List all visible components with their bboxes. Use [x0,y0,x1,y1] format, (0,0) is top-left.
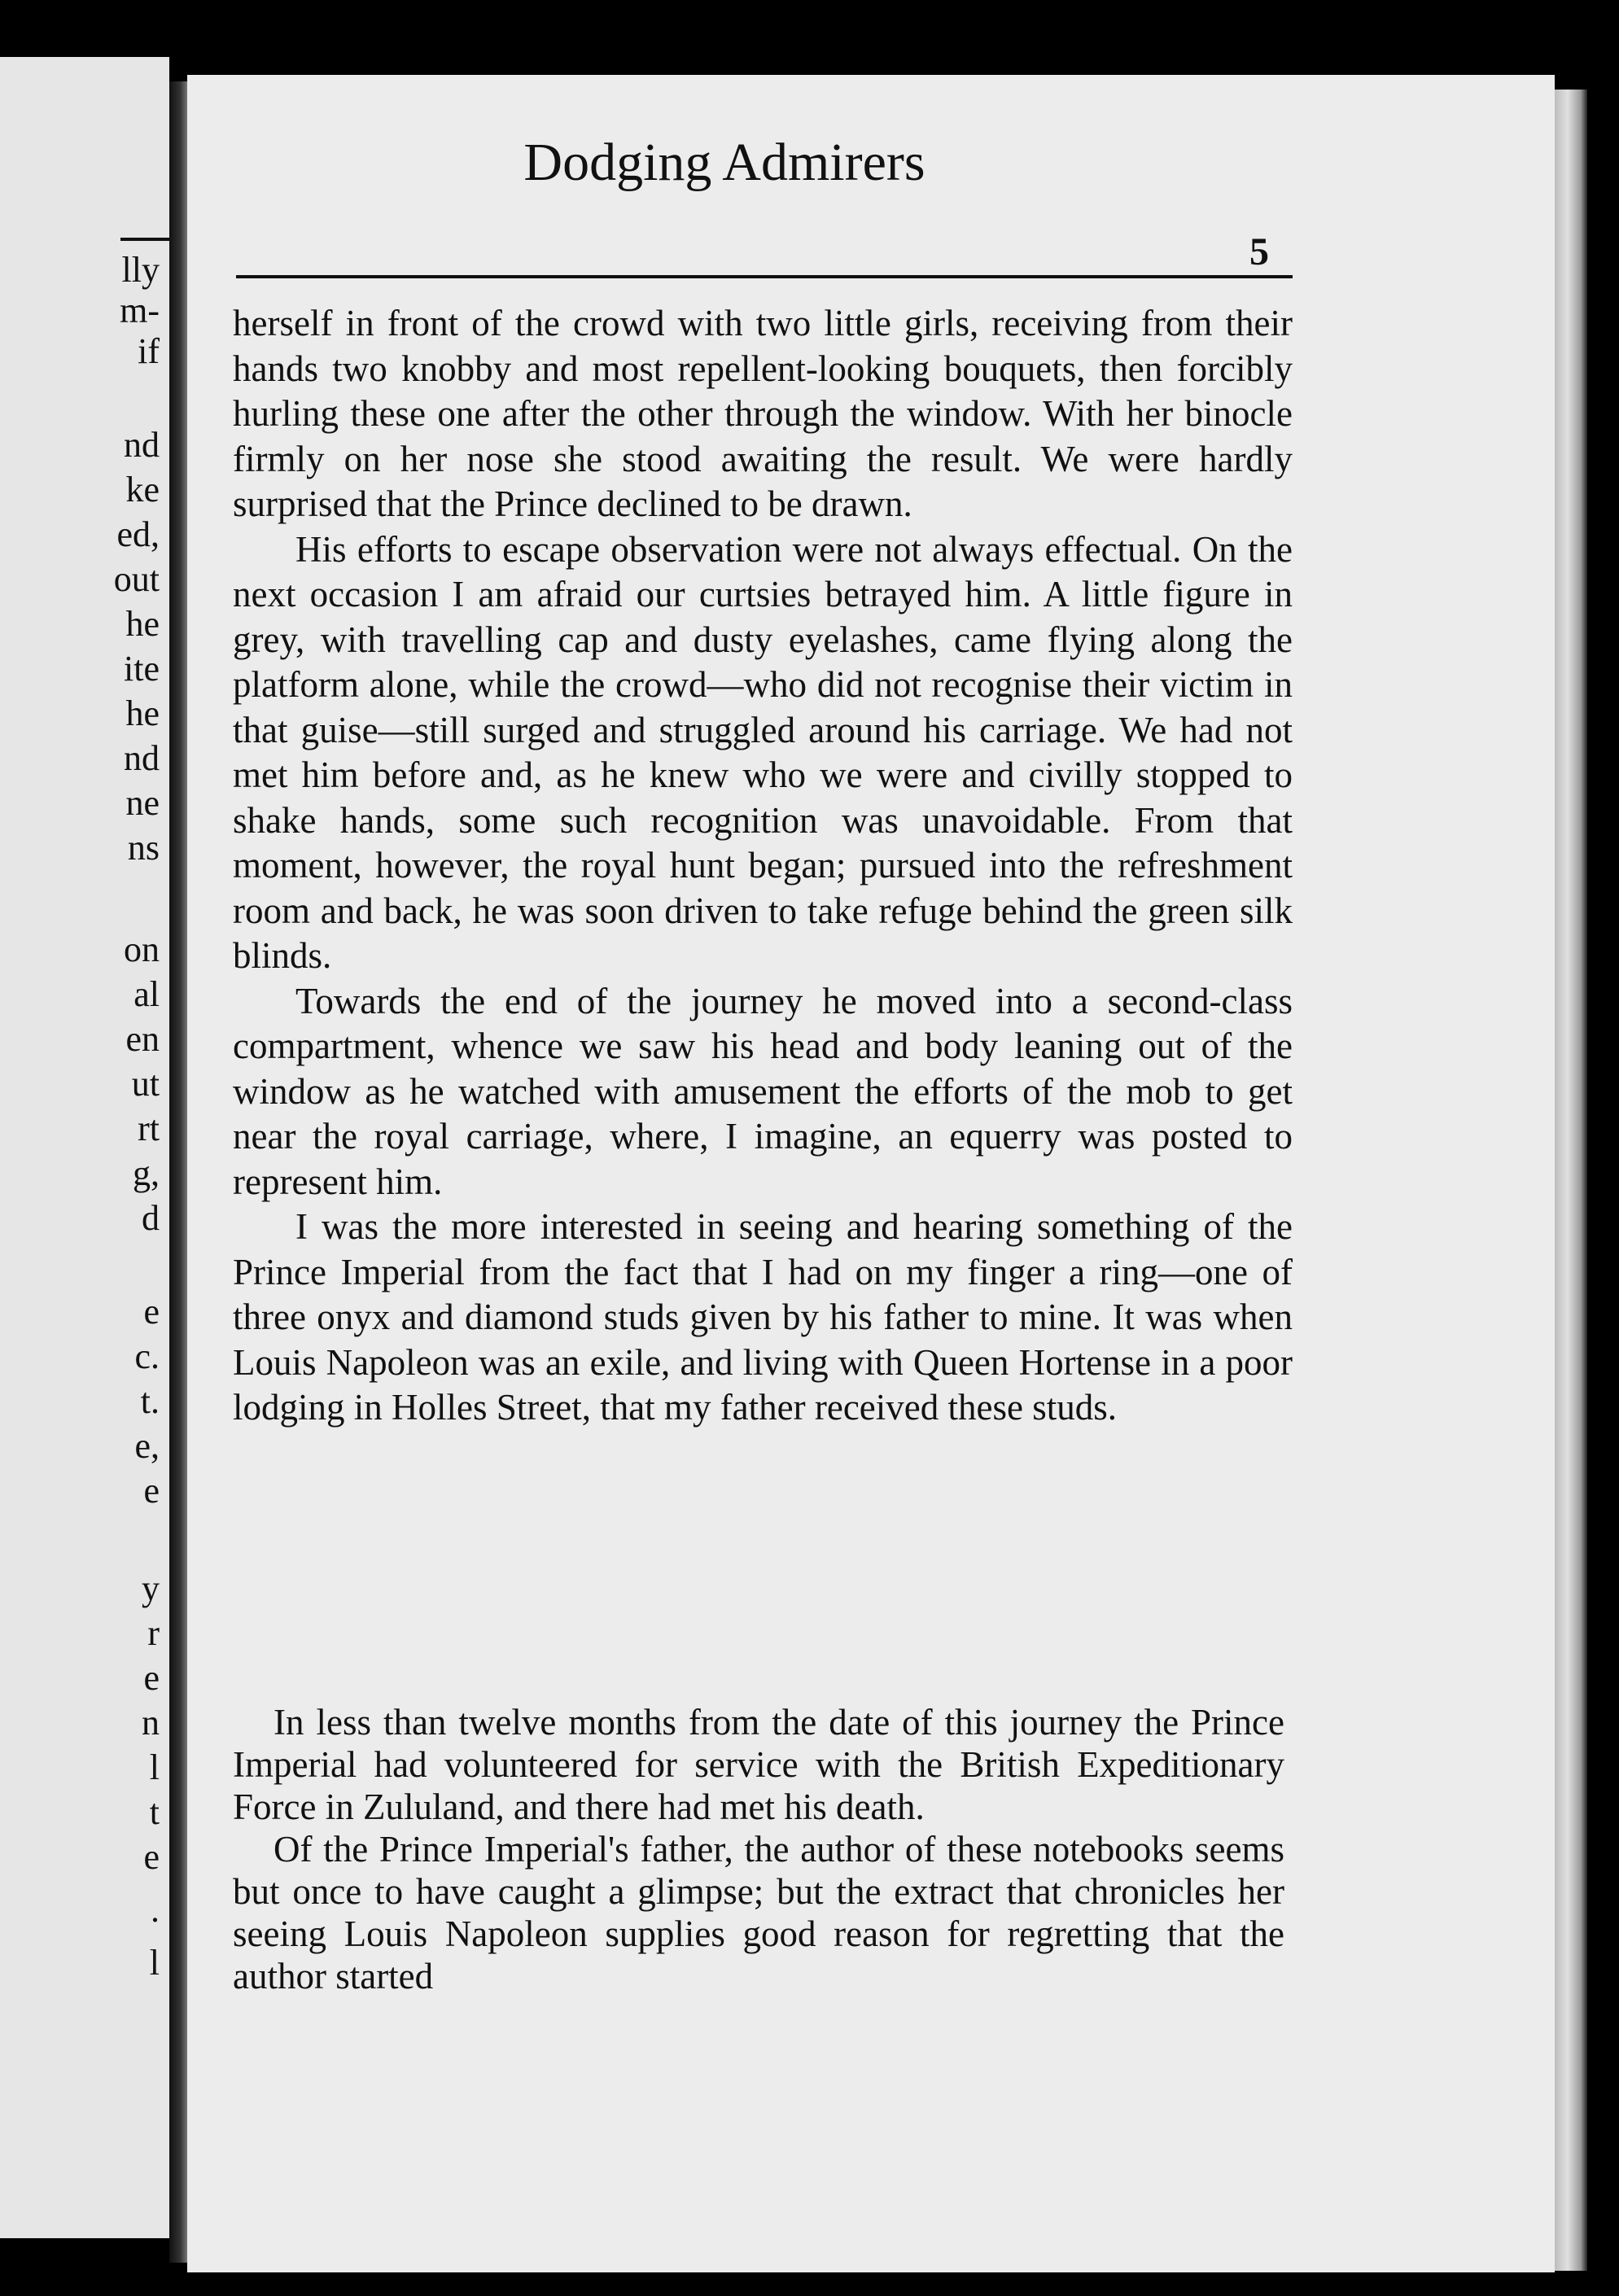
left-page-text-fragment: e, [134,1426,160,1466]
paragraph: Towards the end of the journey he moved into a second-class compartment, whence we saw his head and body leaning out of the window as he watched with amusement the efforts of the mob to get near the royal carriage, where, I imagine, an equerry was posted to represent him. [233,980,1293,1202]
left-page-text-fragment: e [143,1471,160,1511]
left-page-text-fragment: . [151,1890,160,1930]
left-page-text-fragment: g, [133,1153,160,1193]
left-page-text-fragment: e [143,1837,160,1877]
editorial-paragraph: In less than twelve months from the date of this journey the Prince Imperial had volunteered for service with the British Expeditionary Force in Zululand, and there had met his death. [233,1702,1284,1827]
editorial-paragraph: Of the Prince Imperial's father, the author of these notebooks seems but once to have caught a glimpse; but the extract that chronicles her seeing Louis Napoleon supplies good reason for regretting that the author started [233,1829,1284,1996]
left-page-text-fragment: nd [124,425,160,465]
left-page-text-fragment: l [149,1943,160,1983]
left-page-text-fragment: r [147,1613,160,1653]
left-page-text-fragment: en [125,1019,160,1059]
left-page-text-fragment: e [143,1292,160,1332]
left-page-text-fragment: ke [125,470,160,509]
left-page-text-fragment: rt [138,1109,160,1148]
left-page-text-fragment: e [143,1658,160,1698]
paragraph: herself in front of the crowd with two little girls, receiving from their hands two knobby and most repellent-looking bouquets, then forcibly hurling these one after the other through the window. With her binocle firmly on her nose she stood awaiting the result. We were hardly surprised that the Prince declined to be drawn. [233,303,1293,524]
left-page-text-fragment: t [149,1792,160,1832]
left-page-text-fragment: ut [131,1064,160,1104]
left-page-text-fragment: ite [124,649,160,689]
left-page-text-fragment: lly [121,250,160,290]
page-edge [1555,90,1587,2271]
left-page-text-fragment: if [138,331,160,371]
left-page-text-fragment: ne [125,783,160,823]
paragraph: His efforts to escape observation were not always effectual. On the next occasion I am afraid our curtsies betrayed him. A little figure in grey, with travelling cap and dusty eyelashes, came flying along the platform alone, while the crowd—who did not recognise their victim in that guise—still surged and struggled around his carriage. We had not met him before and, as he knew who we were and civilly stopped to shake hands, some such recognition was unavoidable. From that moment, however, the royal hunt began; pursued into the refreshment room and back, he was soon driven to take refuge behind the green silk blinds. [233,528,1293,976]
left-page-text-fragment: c. [134,1336,160,1376]
left-page-text-fragment: nd [124,738,160,778]
running-title: Dodging Admirers [523,133,925,192]
left-page-text-fragment: he [125,604,160,644]
left-page-text-fragment: d [142,1198,160,1238]
left-page-text-fragment: ed, [116,514,160,554]
body-text [233,301,1293,1431]
left-page-text-fragment: m- [120,291,160,330]
left-page-text-fragment: y [142,1568,160,1608]
left-page-fragment [0,57,169,2238]
left-page-text-fragment: he [125,693,160,733]
left-page-text-fragment: n [142,1703,160,1743]
book-gutter [169,81,187,2263]
left-page-text-fragment: ns [127,828,160,868]
left-page-text-fragment: t. [140,1381,160,1421]
header-rule [236,275,1293,278]
editorial-text [233,1701,1284,1997]
left-page-header-rule [120,238,169,241]
left-page-text-fragment: l [149,1747,160,1787]
paragraph: I was the more interested in seeing and hearing something of the Prince Imperial from the fact that I had on my finger a ring—one of three onyx and diamond studs given by his father to mine. It was when Louis Napoleon was an exile, and living with Queen Hortense in a poor lodging in Holles Street, that my father received these studs. [233,1206,1293,1428]
left-page-text-fragment: out [113,559,160,599]
left-page-text-fragment: on [124,929,160,969]
left-page-text-fragment: al [133,974,160,1014]
page-number: 5 [1249,230,1269,273]
